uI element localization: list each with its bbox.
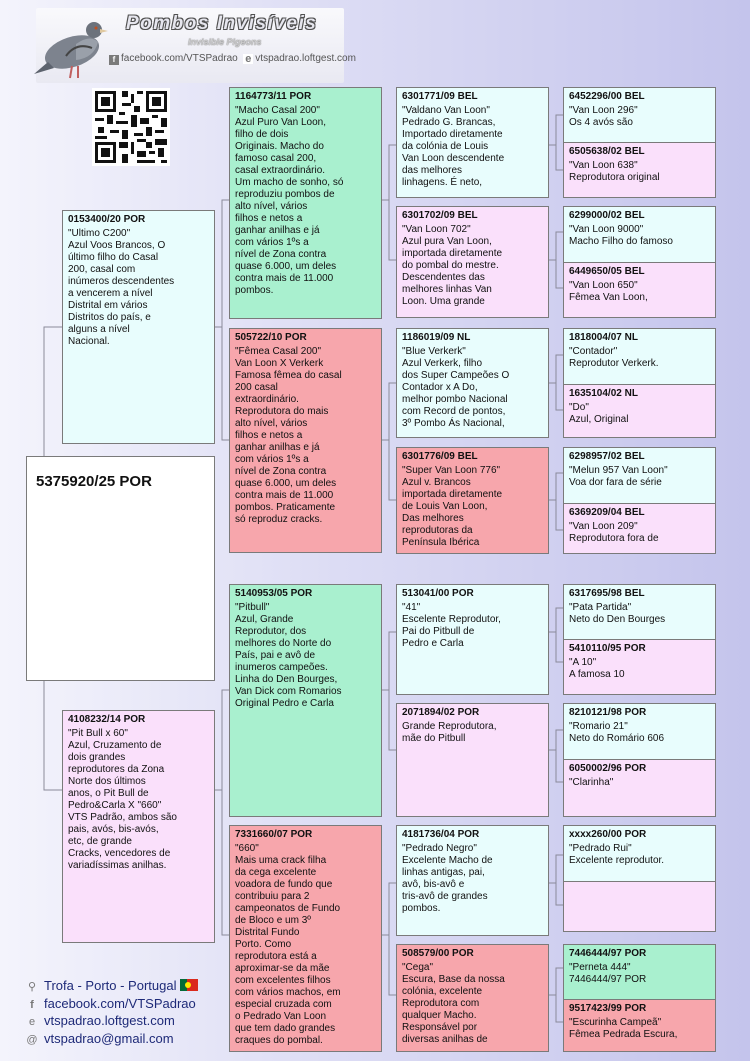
dam-box[interactable] bbox=[62, 710, 215, 943]
banner-subtitle: Invisible Pigeons bbox=[188, 37, 262, 47]
gen4-ring-id: 6505638/02 BEL bbox=[569, 146, 645, 157]
gen4-description: "Romario 21" Neto do Romário 606 bbox=[569, 721, 665, 744]
location-pin-icon: ⚲ bbox=[27, 981, 37, 993]
gen4-box-8[interactable] bbox=[564, 503, 715, 553]
pigeon-icon bbox=[32, 12, 112, 82]
banner-website-link[interactable]: vtspadrao.loftgest.com bbox=[255, 53, 356, 64]
gen4-box-7[interactable] bbox=[564, 448, 715, 503]
gen4-pair-7 bbox=[563, 825, 716, 932]
gen3-box-8[interactable] bbox=[396, 944, 549, 1052]
gen4-box-3[interactable] bbox=[564, 207, 715, 262]
sire-ring-id: 0153400/20 POR bbox=[68, 214, 146, 225]
footer-email-link[interactable]: vtspadrao@gmail.com bbox=[44, 1030, 174, 1046]
gen4-description: "Pata Partida" Neto do Den Bourges bbox=[569, 602, 666, 625]
gen3-ring-id: 6301776/09 BEL bbox=[402, 451, 478, 462]
dam-dam-description: "660" Mais uma crack filha da cega excelente voadora de fundo que contribuiu para 2 campeonatos de Fundo de Bloco e um 3º Distrital Fundo Porto. Como reprodutora está a aproximar-se da mãe com excelentes filhos com vários machos, em especial cruzada com o Pedrado Van Loon que tem dado grandes craques do pombal. bbox=[235, 843, 341, 1046]
gen3-ring-id: 4181736/04 POR bbox=[402, 829, 480, 840]
gen4-ring-id: 1818004/07 NL bbox=[569, 332, 638, 343]
subject-box[interactable] bbox=[26, 456, 215, 681]
facebook-icon: f bbox=[109, 55, 119, 65]
footer-location: Trofa - Porto - Portugal bbox=[44, 978, 177, 993]
sire-sire-description: "Macho Casal 200" Azul Puro Van Loon, filho de dois Originais. Macho do famoso casal 200, casal extraordinário. Um macho de sonho, só reproduziu pombos de alto nível, vários filhos e netos a ganhar anilhas e já com vários 1ºs a nível de Zona contra quase 6.000, um deles contra mais de 11.000 pombos. bbox=[235, 105, 344, 296]
gen3-description: "Van Loon 702" Azul pura Van Loon, importada diretamente do pombal do mestre. Descendentes das melhores linhas Van Loon. Uma grande bbox=[402, 224, 503, 307]
gen4-description: "Van Loon 209" Reprodutora fora de bbox=[569, 521, 659, 544]
gen3-ring-id: 508579/00 POR bbox=[402, 948, 474, 959]
gen3-description: "Pedrado Negro" Excelente Macho de linhas antigas, pai, avô, bis-avô e tris-avô de grandes pombos. bbox=[402, 843, 493, 914]
gen3-box-3[interactable] bbox=[396, 328, 549, 438]
gen4-ring-id: 9517423/99 POR bbox=[569, 1003, 647, 1014]
gen3-description: "41" Escelente Reprodutor, Pai do Pitbull de Pedro e Carla bbox=[402, 602, 501, 649]
gen3-ring-id: 2071894/02 POR bbox=[402, 707, 480, 718]
gen3-box-6[interactable] bbox=[396, 703, 549, 817]
gen4-ring-id: 5410110/95 POR bbox=[569, 643, 646, 654]
gen4-pair-2 bbox=[563, 206, 716, 318]
gen4-box-2[interactable] bbox=[564, 142, 715, 197]
gen4-box-1[interactable] bbox=[564, 88, 715, 142]
gen3-ring-id: 513041/00 POR bbox=[402, 588, 474, 599]
gen4-box-16[interactable] bbox=[564, 999, 715, 1051]
contact-footer bbox=[25, 978, 198, 1048]
gen3-ring-id: 6301771/09 BEL bbox=[402, 91, 478, 102]
gen4-box-6[interactable] bbox=[564, 384, 715, 437]
gen4-description: "A 10" A famosa 10 bbox=[569, 657, 625, 680]
sire-sire-box[interactable] bbox=[229, 87, 382, 319]
gen3-description: "Blue Verkerk" Azul Verkerk, filho dos Super Campeões O Contador x A Do, melhor pombo Nacional com Record de pontos, 3º Pombo Ás Nacional, bbox=[402, 346, 510, 429]
gen4-pair-6 bbox=[563, 703, 716, 817]
gen4-ring-id: xxxx260/00 POR bbox=[569, 829, 647, 840]
globe-icon: e bbox=[28, 1016, 36, 1028]
gen3-ring-id: 6301702/09 BEL bbox=[402, 210, 478, 221]
gen4-box-5[interactable] bbox=[564, 329, 715, 384]
gen4-pair-4 bbox=[563, 447, 716, 554]
gen3-box-1[interactable] bbox=[396, 87, 549, 198]
gen4-ring-id: 6452296/00 BEL bbox=[569, 91, 645, 102]
gen4-pair-3 bbox=[563, 328, 716, 438]
gen4-description: "Do" Azul, Original bbox=[569, 402, 629, 425]
dam-description: "Pit Bull x 60" Azul, Cruzamento de dois grandes reprodutores da Zona Norte dos últimos anos, o Pit Bull de Pedro&Carla X "660" VTS Padrão, ambos são pais, avós, bis-avós, etc, de grande Cracks, vencedores de variadíssimas anilhas. bbox=[68, 728, 177, 871]
gen4-box-12[interactable] bbox=[564, 759, 715, 816]
gen4-box-9[interactable] bbox=[564, 585, 715, 639]
footer-website-link[interactable]: vtspadrao.loftgest.com bbox=[44, 1013, 175, 1028]
gen3-box-7[interactable] bbox=[396, 825, 549, 936]
dam-sire-box[interactable] bbox=[229, 584, 382, 817]
gen4-description: "Pedrado Rui" Excelente reprodutor. bbox=[569, 843, 665, 866]
dam-dam-ring-id: 7331660/07 POR bbox=[235, 829, 313, 840]
sire-sire-ring-id: 1164773/11 POR bbox=[235, 91, 312, 102]
gen4-pair-1 bbox=[563, 87, 716, 198]
gen3-box-5[interactable] bbox=[396, 584, 549, 695]
banner-links bbox=[109, 53, 356, 65]
gen4-description: "Van Loon 296" Os 4 avós são bbox=[569, 105, 638, 128]
gen4-ring-id: 8210121/98 POR bbox=[569, 707, 647, 718]
gen4-pair-8 bbox=[563, 944, 716, 1052]
gen3-box-4[interactable] bbox=[396, 447, 549, 554]
sire-box[interactable] bbox=[62, 210, 215, 444]
sire-description: "Ultimo C200" Azul Voos Brancos, O último filho do Casal 200, casal com inúmeros descendentes a vencerem a nível Distrital em vários Distritos do país, e alguns a nível Nacional. bbox=[68, 228, 175, 347]
gen4-description: "Perneta 444" 7446444/97 POR bbox=[569, 962, 647, 985]
gen4-ring-id: 7446444/97 POR bbox=[569, 948, 647, 959]
globe-icon: e bbox=[245, 53, 252, 65]
gen4-ring-id: 6449650/05 BEL bbox=[569, 266, 645, 277]
gen3-description: Grande Reprodutora, mãe do Pitbull bbox=[402, 721, 497, 744]
gen3-box-2[interactable] bbox=[396, 206, 549, 318]
gen4-box-14[interactable] bbox=[564, 881, 715, 931]
sire-dam-description: "Fêmea Casal 200" Van Loon X Verkerk Famosa fêmea do casal 200 casal extraordinário. Reprodutora do mais alto nível, vários filhos e netos a ganhar anilhas e já com vários 1ºs a nível de Zona contra quase 6.000, um deles contra mais de 11.000 pombos. Praticamente só reproduz cracks. bbox=[235, 346, 342, 525]
portugal-flag-icon bbox=[180, 979, 198, 991]
gen4-ring-id: 6298957/02 BEL bbox=[569, 451, 645, 462]
subject-ring-id: 5375920/25 POR bbox=[36, 473, 152, 490]
sire-dam-ring-id: 505722/10 POR bbox=[235, 332, 307, 343]
gen3-description: "Super Van Loon 776" Azul v. Brancos importada diretamente de Louis Van Loon, Das melhores reprodutoras da Península Ibérica bbox=[402, 465, 503, 548]
gen4-ring-id: 6050002/96 POR bbox=[569, 763, 647, 774]
gen4-description: "Van Loon 650" Fêmea Van Loon, bbox=[569, 280, 648, 303]
gen4-box-15[interactable] bbox=[564, 945, 715, 999]
gen4-description: "Clarinha" bbox=[569, 777, 614, 788]
dam-ring-id: 4108232/14 POR bbox=[68, 714, 146, 725]
gen4-description: "Van Loon 9000" Macho Filho do famoso bbox=[569, 224, 673, 247]
footer-facebook-link[interactable]: facebook.com/VTSPadrao bbox=[44, 995, 196, 1011]
gen4-description: "Van Loon 638" Reprodutora original bbox=[569, 160, 660, 183]
facebook-icon: f bbox=[30, 998, 34, 1011]
banner-facebook-link[interactable]: facebook.com/VTSPadrao bbox=[121, 53, 238, 64]
gen4-box-11[interactable] bbox=[564, 704, 715, 759]
gen3-description: "Valdano Van Loon" Pedrado G. Brancas, Importado diretamente da colónia de Louis Van Loon descendente das melhores linhagens. É neto, bbox=[402, 105, 505, 188]
gen4-box-4[interactable] bbox=[564, 262, 715, 317]
header-banner bbox=[36, 8, 356, 83]
gen3-description: "Cega" Escura, Base da nossa colónia, excelente Reprodutora com qualquer Macho. Responsável por diversas anilhas de bbox=[402, 962, 505, 1045]
gen4-description: "Melun 957 Van Loon" Voa dor fara de série bbox=[569, 465, 668, 488]
gen4-ring-id: 6369209/04 BEL bbox=[569, 507, 645, 518]
email-icon: @ bbox=[26, 1033, 38, 1046]
gen4-description: "Contador" Reprodutor Verkerk. bbox=[569, 346, 659, 369]
banner-title: Pombos Invisíveis bbox=[126, 13, 318, 34]
gen4-ring-id: 6317695/98 BEL bbox=[569, 588, 645, 599]
gen4-box-10[interactable] bbox=[564, 639, 715, 694]
sire-dam-box[interactable] bbox=[229, 328, 382, 553]
gen3-ring-id: 1186019/09 NL bbox=[402, 332, 471, 343]
qr-code-icon[interactable] bbox=[92, 88, 170, 166]
gen4-box-13[interactable] bbox=[564, 826, 715, 881]
gen4-description: "Escurinha Campeã" Fêmea Pedrada Escura, bbox=[569, 1017, 678, 1040]
dam-dam-box[interactable] bbox=[229, 825, 382, 1052]
dam-sire-description: "Pitbull" Azul, Grande Reprodutor, dos melhores do Norte do País, pai e avô de inumeros campeões. Linha do Den Bourges, Van Dick com Romarios Original Pedro e Carla bbox=[235, 602, 342, 709]
gen4-ring-id: 6299000/02 BEL bbox=[569, 210, 645, 221]
gen4-ring-id: 1635104/02 NL bbox=[569, 388, 638, 399]
gen4-pair-5 bbox=[563, 584, 716, 695]
dam-sire-ring-id: 5140953/05 POR bbox=[235, 588, 313, 599]
